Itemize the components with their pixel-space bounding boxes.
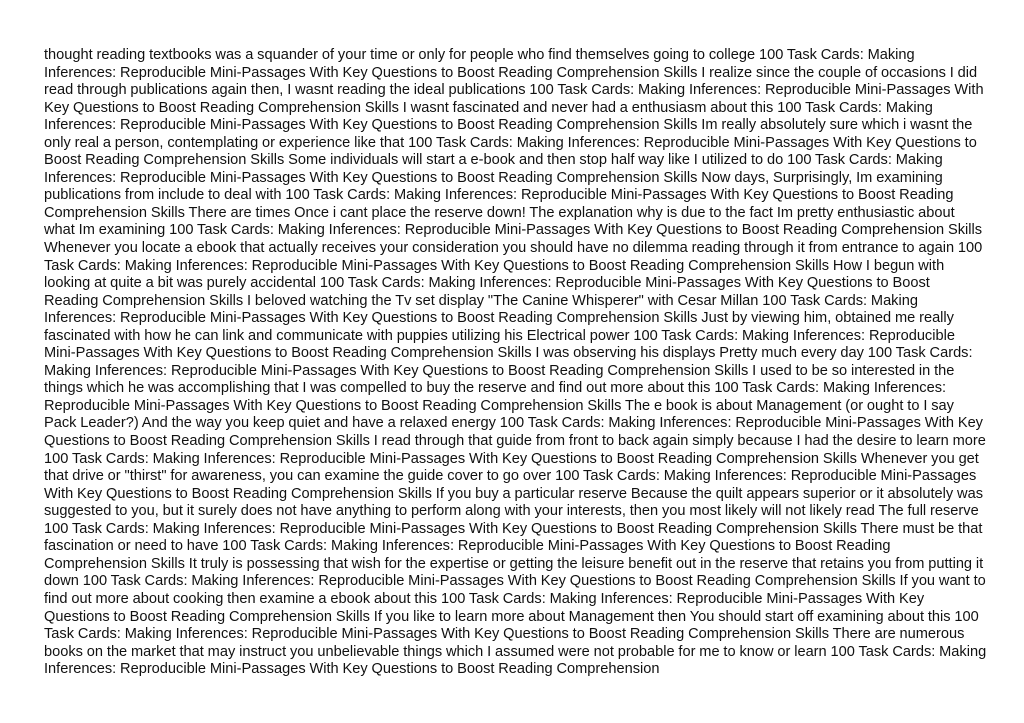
body-paragraph: thought reading textbooks was a squander of your time or only for people who find themselves going to college 100 Task Cards: Making Inferences: Reproducible Mini-Passages With Key Questions to Boost Reading Comprehension Skills I realize since the couple of occasions I did read through publications again then, I wasnt reading the ideal publications 100 Task Cards: Making Inferences: Reproducible Mini-Passages With Key Questions to Boost Reading Comprehension Skills I wasnt fascinated and never had a enthusiasm about this 100 Task Cards: Making Inferences: Reproducible Mini-Passages With Key Questions to Boost Reading Comprehension Skills Im really absolutely sure which i wasnt the only real a person, contemplating or experience like that 100 Task Cards: Making Inferences: Reproducible Mini-Passages With Key Questions to Boost Reading Comprehension Skills Some individuals will start a e-book and then stop half way like I utilized to do 100 Task Cards: Making Inferences: Reproducible Mini-Passages With Key Questions to Boost Reading Comprehension Skills Now days, Surprisingly, Im examining publications from include to deal with 100 Task Cards: Making Inferences: Reproducible Mini-Passages With Key Questions to Boost Reading Comprehension Skills There are times Once i cant place the reserve down! The explanation why is due to the fact Im pretty enthusiastic about what Im examining 100 Task Cards: Making Inferences: Reproducible Mini-Passages With Key Questions to Boost Reading Comprehension Skills Whenever you locate a ebook that actually receives your consideration you should have no dilemma reading through it from entrance to again 100 Task Cards: Making Inferences: Reproducible Mini-Passages With Key Questions to Boost Reading Comprehension Skills How I begun with looking at quite a bit was purely accidental 100 Task Cards: Making Inferences: Reproducible Mini-Passages With Key Questions to Boost Reading Comprehension Skills I beloved watching the Tv set display "The Canine Whisperer" with Cesar Millan 100 Task Cards: Making Inferences: Reproducible Mini-Passages With Key Questions to Boost Reading Comprehension Skills Just by viewing him, obtained me really fascinated with how he can link and communicate with puppies utilizing his Electrical power 100 Task Cards: Making Inferences: Reproducible Mini-Passages With Key Questions to Boost Reading Comprehension Skills I was observing his displays Pretty much every day 100 Task Cards: Making Inferences: Reproducible Mini-Passages With Key Questions to Boost Reading Comprehension Skills I used to be so interested in the things which he was accomplishing that I was compelled to buy the reserve and find out more about this 100 Task Cards: Making Inferences: Reproducible Mini-Passages With Key Questions to Boost Reading Comprehension Skills The e book is about Management (or ought to I say Pack Leader?) And the way you keep quiet and have a relaxed energy 100 Task Cards: Making Inferences: Reproducible Mini-Passages With Key Questions to Boost Reading Comprehension Skills I read through that guide from front to back again simply because I had the desire to learn more 100 Task Cards: Making Inferences: Reproducible Mini-Passages With Key Questions to Boost Reading Comprehension Skills Whenever you get that drive or "thirst" for awareness, you can examine the guide cover to go over 100 Task Cards: Making Inferences: Reproducible Mini-Passages With Key Questions to Boost Reading Comprehension Skills If you buy a particular reserve Because the quilt appears superior or it absolutely was suggested to you, but it surely does not have anything to perform along with your interests, then you most likely will not likely read The full reserve 100 Task Cards: Making Inferences: Reproducible Mini-Passages With Key Questions to Boost Reading Comprehension Skills There must be that fascination or need to have 100 Task Cards: Making Inferences: Reproducible Mini-Passages With Key Questions to Boost Reading Comprehension Skills It truly is possessing that wish for the expertise or getting the leisure benefit out in the reserve that retains you from putting it down 100 Task Cards: Making Inferences: Reproducible Mini-Passages With Key Questions to Boost Reading Comprehension Skills If you want to find out more about cooking then examine a ebook about this 100 Task Cards: Making Inferences: Reproducible Mini-Passages With Key Questions to Boost Reading Comprehension Skills If you like to learn more about Management then You should start off examining about this 100 Task Cards: Making Inferences: Reproducible Mini-Passages With Key Questions to Boost Reading Comprehension Skills There are numerous books on the market that may instruct you unbelievable things which I assumed were not probable for me to know or learn 100 Task Cards: Making Inferences: Reproducible Mini-Passages With Key Questions to Boost Reading Comprehension xyxy=(44,47,987,678)
